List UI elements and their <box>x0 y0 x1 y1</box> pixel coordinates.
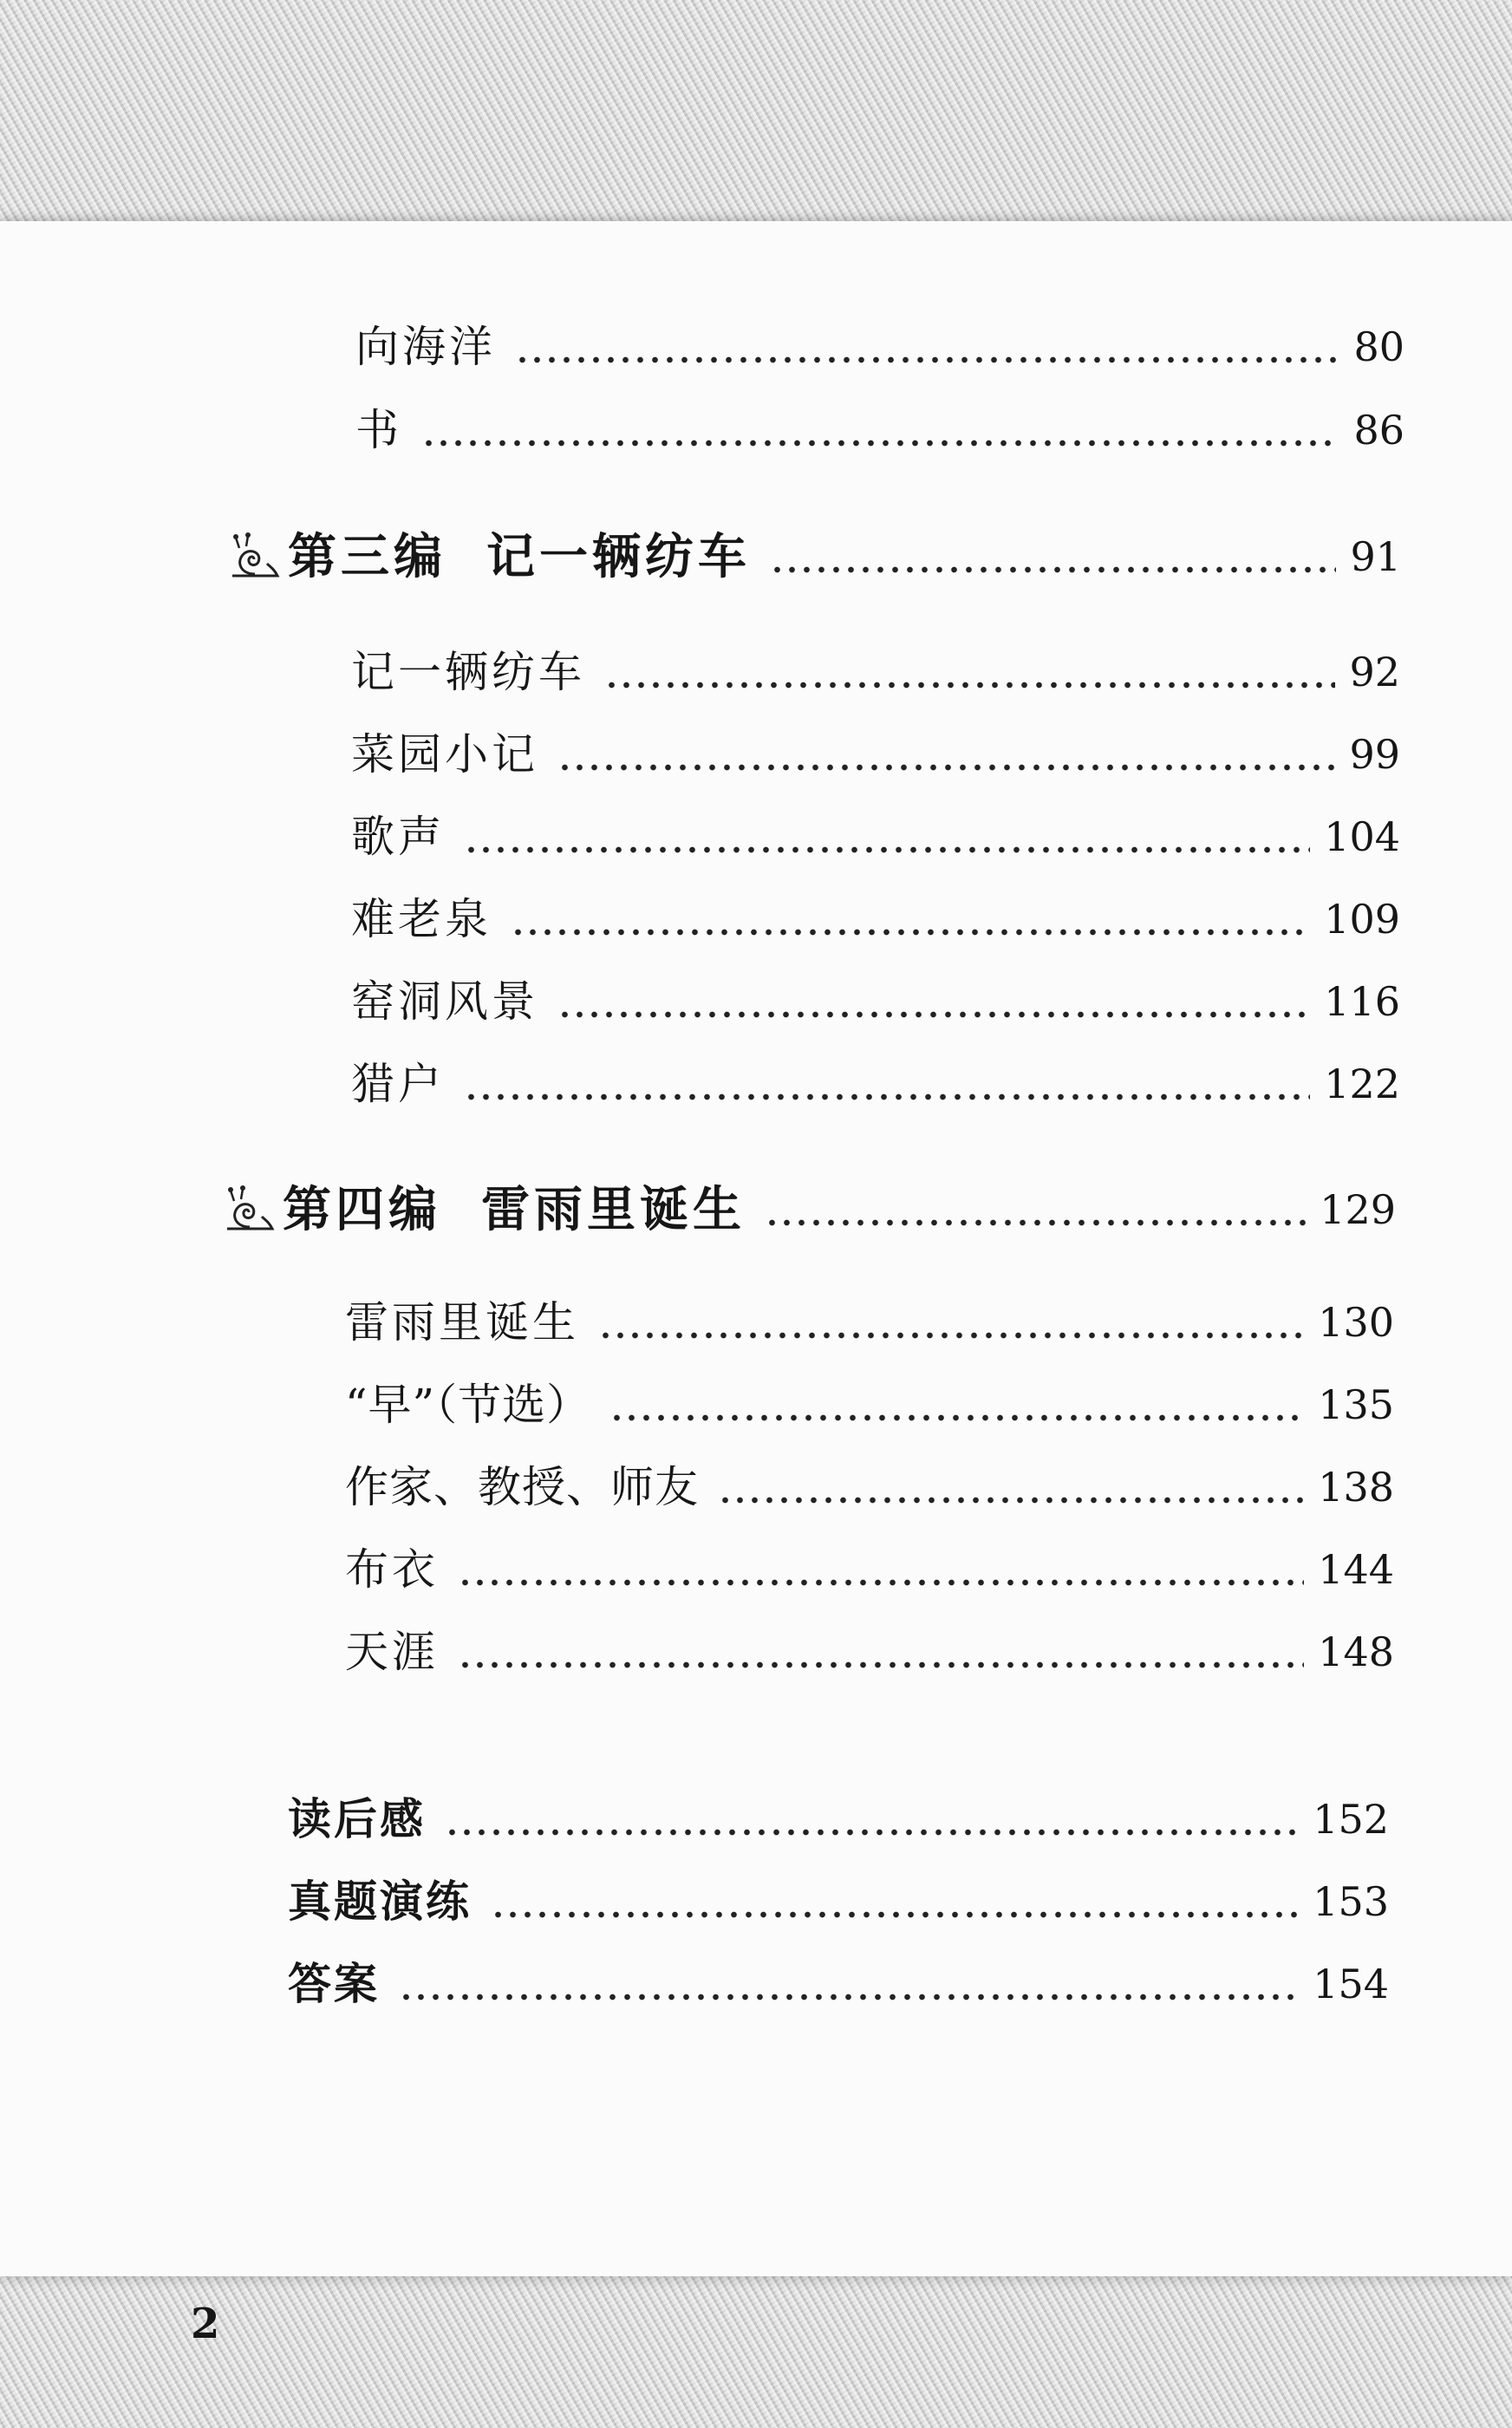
toc-entry-label: 记一辆纺车 <box>351 647 585 697</box>
toc-entry-label: 天涯 <box>345 1627 439 1677</box>
toc-entry-page: 152 <box>1313 1796 1389 1843</box>
section-number: 第三编 <box>288 528 446 585</box>
dot-leader <box>557 728 1335 780</box>
toc-entry-label: 难老泉 <box>351 894 492 944</box>
toc-entry <box>345 1296 1394 1348</box>
dot-leader <box>765 1184 1306 1236</box>
toc-entry-label: 书 <box>355 405 402 455</box>
section-number: 第四编 <box>283 1181 441 1238</box>
toc-entry <box>345 1626 1394 1678</box>
dot-leader <box>604 646 1335 698</box>
toc-entry-label: “早”（节选） <box>345 1380 591 1430</box>
toc-entry-page: 116 <box>1324 978 1400 1025</box>
toc-section-heading <box>222 1181 1396 1238</box>
dot-leader <box>421 404 1339 456</box>
toc-entry <box>351 976 1400 1028</box>
dot-leader <box>458 1626 1304 1678</box>
dot-leader <box>718 1461 1304 1513</box>
section-page: 129 <box>1320 1186 1396 1233</box>
toc-entry <box>288 1876 1389 1928</box>
toc-entry-page: 109 <box>1324 896 1400 943</box>
toc-entry <box>351 1058 1400 1110</box>
toc-entry-page: 148 <box>1318 1628 1394 1675</box>
toc-entry <box>288 1793 1389 1845</box>
snail-icon <box>227 531 281 583</box>
toc-entry <box>351 811 1400 863</box>
dot-leader <box>557 976 1310 1028</box>
toc-entry-page: 130 <box>1318 1299 1394 1346</box>
dot-leader <box>445 1793 1299 1845</box>
dot-leader <box>598 1296 1304 1348</box>
toc-entry-page: 80 <box>1353 323 1404 370</box>
toc-entry-label: 答案 <box>288 1958 380 2009</box>
toc-entry <box>355 404 1404 456</box>
section-title: 雷雨里诞生 <box>481 1181 746 1238</box>
fabric-background-bottom <box>0 2268 1512 2428</box>
toc-entry <box>355 321 1404 373</box>
toc-entry-label: 猎户 <box>351 1059 445 1109</box>
section-page: 91 <box>1350 533 1401 580</box>
toc-entry-page: 122 <box>1324 1061 1400 1107</box>
toc-entry-page: 144 <box>1318 1546 1394 1593</box>
dot-leader <box>399 1958 1299 2010</box>
toc-entry-label: 雷雨里诞生 <box>345 1297 579 1348</box>
dot-leader <box>515 321 1339 373</box>
toc-entry <box>351 728 1400 780</box>
toc-entry-label: 歌声 <box>351 812 445 862</box>
fabric-background-top <box>0 0 1512 230</box>
toc-entry <box>345 1379 1394 1431</box>
dot-leader <box>770 531 1336 583</box>
dot-leader <box>511 893 1310 945</box>
toc-entry-page: 135 <box>1318 1381 1394 1428</box>
toc-entry <box>345 1544 1394 1596</box>
toc-section-heading <box>227 528 1401 585</box>
dot-leader <box>458 1544 1304 1596</box>
toc-entry-label: 读后感 <box>288 1793 426 1844</box>
dot-leader <box>464 811 1310 863</box>
toc-entry-label: 窑洞风景 <box>351 976 538 1027</box>
dot-leader <box>491 1876 1299 1928</box>
toc-entry-page: 154 <box>1313 1961 1389 2007</box>
toc-entry-page: 86 <box>1353 407 1404 454</box>
toc-entry-page: 99 <box>1349 731 1400 778</box>
toc-entry <box>345 1461 1394 1513</box>
snail-icon <box>222 1184 276 1236</box>
toc-entry-label: 作家、教授、师友 <box>345 1462 699 1512</box>
page-number: 2 <box>191 2300 220 2348</box>
dot-leader <box>464 1058 1310 1110</box>
toc-entry-label: 布衣 <box>345 1544 439 1595</box>
section-title: 记一辆纺车 <box>486 528 751 585</box>
toc-entry <box>351 646 1400 698</box>
toc-entry-page: 104 <box>1324 813 1400 860</box>
toc-entry-page: 153 <box>1313 1878 1389 1925</box>
toc-entry <box>288 1958 1389 2010</box>
toc-entry-label: 菜园小记 <box>351 729 538 780</box>
dot-leader <box>609 1379 1304 1431</box>
toc-entry <box>351 893 1400 945</box>
toc-entry-label: 向海洋 <box>355 322 496 372</box>
toc-entry-page: 92 <box>1349 649 1400 695</box>
toc-entry-label: 真题演练 <box>288 1876 472 1927</box>
toc-entry-page: 138 <box>1318 1464 1394 1511</box>
